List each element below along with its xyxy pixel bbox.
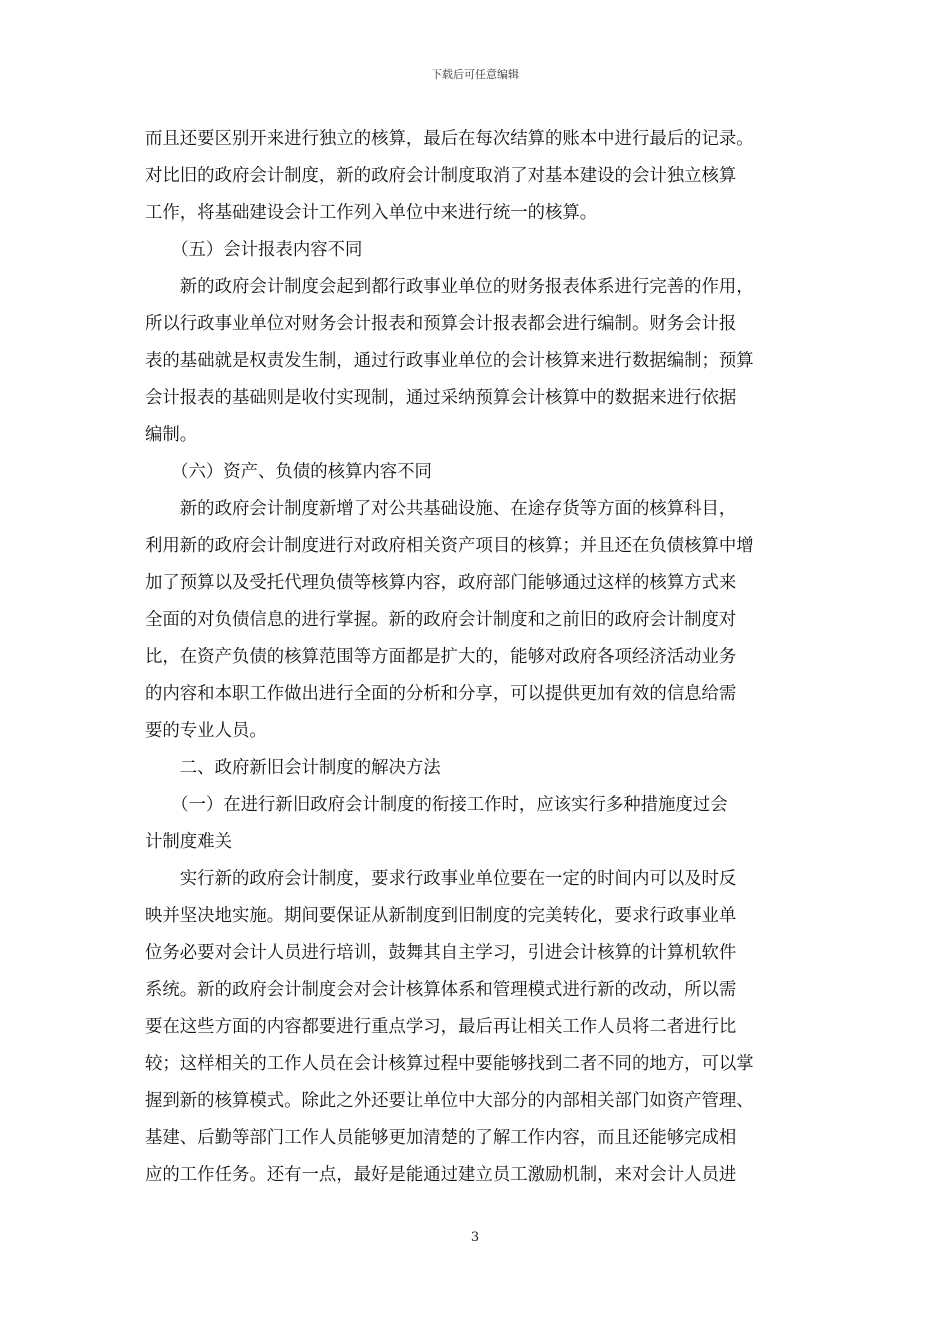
text-line: 握到新的核算模式。除此之外还要让单位中大部分的内部相关部门如资产管理、 [145,1091,754,1111]
section-heading: （六）资产、负债的核算内容不同 [145,462,432,482]
text-line: 要的专业人员。 [145,721,267,741]
text-line: 映并坚决地实施。期间要保证从新制度到旧制度的完美转化，要求行政事业单 [145,906,737,926]
text-line: 新的政府会计制度新增了对公共基础设施、在途存货等方面的核算科目， [145,499,737,519]
text-line: 加了预算以及受托代理负债等核算内容，政府部门能够通过这样的核算方式来 [145,573,737,593]
text-line: 基建、后勤等部门工作人员能够更加清楚的了解工作内容，而且还能够完成相 [145,1128,737,1148]
section-heading: 二、政府新旧会计制度的解决方法 [145,758,441,778]
text-line: 要在这些方面的内容都要进行重点学习，最后再让相关工作人员将二者进行比 [145,1017,737,1037]
text-line: 表的基础就是权责发生制，通过行政事业单位的会计核算来进行数据编制；预算 [145,351,754,371]
text-line: 对比旧的政府会计制度，新的政府会计制度取消了对基本建设的会计独立核算 [145,166,737,186]
section-heading: 计制度难关 [145,832,232,852]
text-line: 而且还要区别开来进行独立的核算，最后在每次结算的账本中进行最后的记录。 [145,129,754,149]
text-line: 全面的对负债信息的进行掌握。新的政府会计制度和之前旧的政府会计制度对 [145,610,737,630]
text-line: 工作，将基础建设会计工作列入单位中来进行统一的核算。 [145,203,598,223]
text-line: 位务必要对会计人员进行培训，鼓舞其自主学习，引进会计核算的计算机软件 [145,943,737,963]
section-heading: （一）在进行新旧政府会计制度的衔接工作时，应该实行多种措施度过会 [145,795,728,815]
page-header: 下载后可任意编辑 [431,68,519,81]
text-line: 较；这样相关的工作人员在会计核算过程中要能够找到二者不同的地方，可以掌 [145,1054,754,1074]
section-heading: （五）会计报表内容不同 [145,240,363,260]
document-body [145,121,807,1194]
text-line: 比，在资产负债的核算范围等方面都是扩大的，能够对政府各项经济活动业务 [145,647,737,667]
text-line: 实行新的政府会计制度，要求行政事业单位要在一定的时间内可以及时反 [145,869,737,889]
text-line: 会计报表的基础则是收付实现制，通过采纳预算会计核算中的数据来进行依据 [145,388,737,408]
text-line: 系统。新的政府会计制度会对会计核算体系和管理模式进行新的改动，所以需 [145,980,737,1000]
text-line: 的内容和本职工作做出进行全面的分析和分享，可以提供更加有效的信息给需 [145,684,737,704]
text-line: 编制。 [145,425,198,445]
text-line: 应的工作任务。还有一点，最好是能通过建立员工激励机制，来对会计人员进 [145,1165,737,1185]
text-line: 利用新的政府会计制度进行对政府相关资产项目的核算；并且还在负债核算中增 [145,536,754,556]
text-line: 所以行政事业单位对财务会计报表和预算会计报表都会进行编制。财务会计报 [145,314,737,334]
page-number: 3 [470,1230,480,1245]
text-line: 新的政府会计制度会起到都行政事业单位的财务报表体系进行完善的作用， [145,277,754,297]
